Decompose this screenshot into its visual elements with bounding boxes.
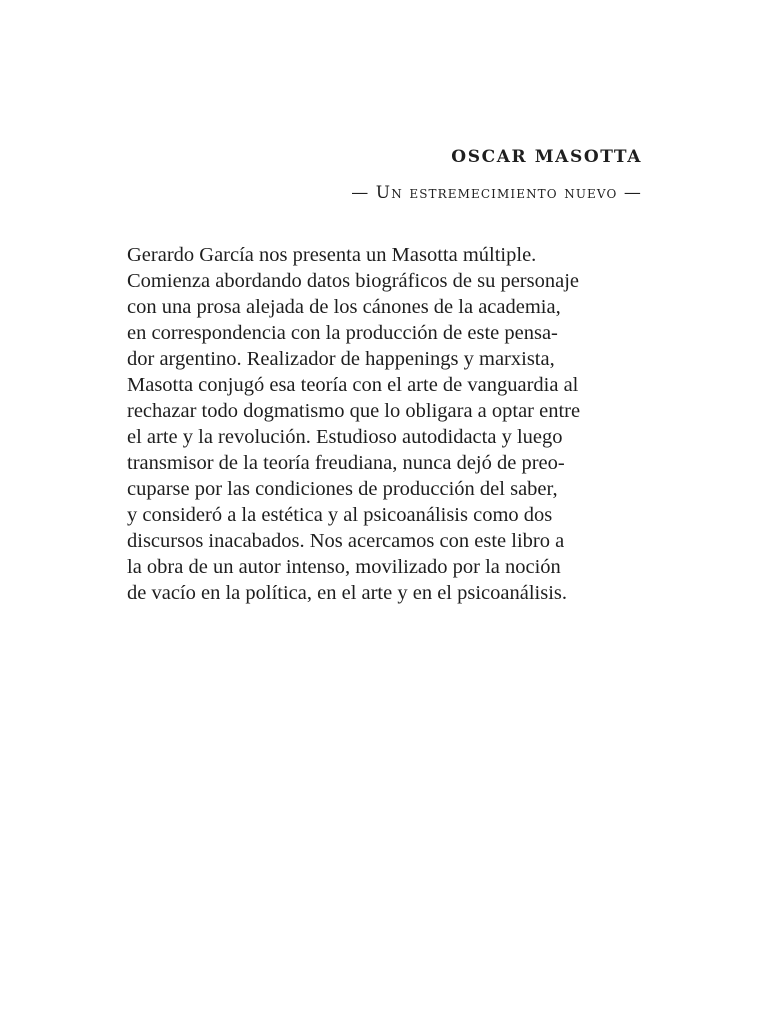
blurb-line: con una prosa alejada de los cánones de la academia,	[127, 296, 561, 318]
blurb-line: en correspondencia con la producción de este pensa-	[127, 322, 558, 344]
blurb-line: Masotta conjugó esa teoría con el arte de vanguardia al	[127, 374, 579, 396]
author-name: OSCAR MASOTTA	[451, 147, 642, 167]
header	[351, 146, 642, 204]
blurb-line: dor argentino. Realizador de happenings y marxista,	[127, 348, 555, 370]
blurb-paragraph	[127, 242, 647, 606]
blurb-line: discursos inacabados. Nos acercamos con este libro a	[127, 530, 565, 552]
blurb-line: Comienza abordando datos biográficos de su personaje	[127, 270, 580, 292]
blurb-line: y consideró a la estética y al psicoanálisis como dos	[127, 504, 553, 526]
blurb-line: el arte y la revolución. Estudioso autodidacta y luego	[127, 426, 563, 448]
blurb-line: rechazar todo dogmatismo que lo obligara a optar entre	[127, 400, 581, 422]
blurb-line: Gerardo García nos presenta un Masotta múltiple.	[127, 244, 537, 266]
blurb-line: cuparse por las condiciones de producción del saber,	[127, 478, 558, 500]
blurb-line: transmisor de la teoría freudiana, nunca dejó de preo-	[127, 452, 565, 474]
blurb-line: la obra de un autor intenso, movilizado por la noción	[127, 556, 561, 578]
blurb-line: de vacío en la política, en el arte y en el psicoanálisis.	[127, 582, 568, 604]
book-subtitle: — Un estremecimiento nuevo —	[351, 183, 642, 203]
